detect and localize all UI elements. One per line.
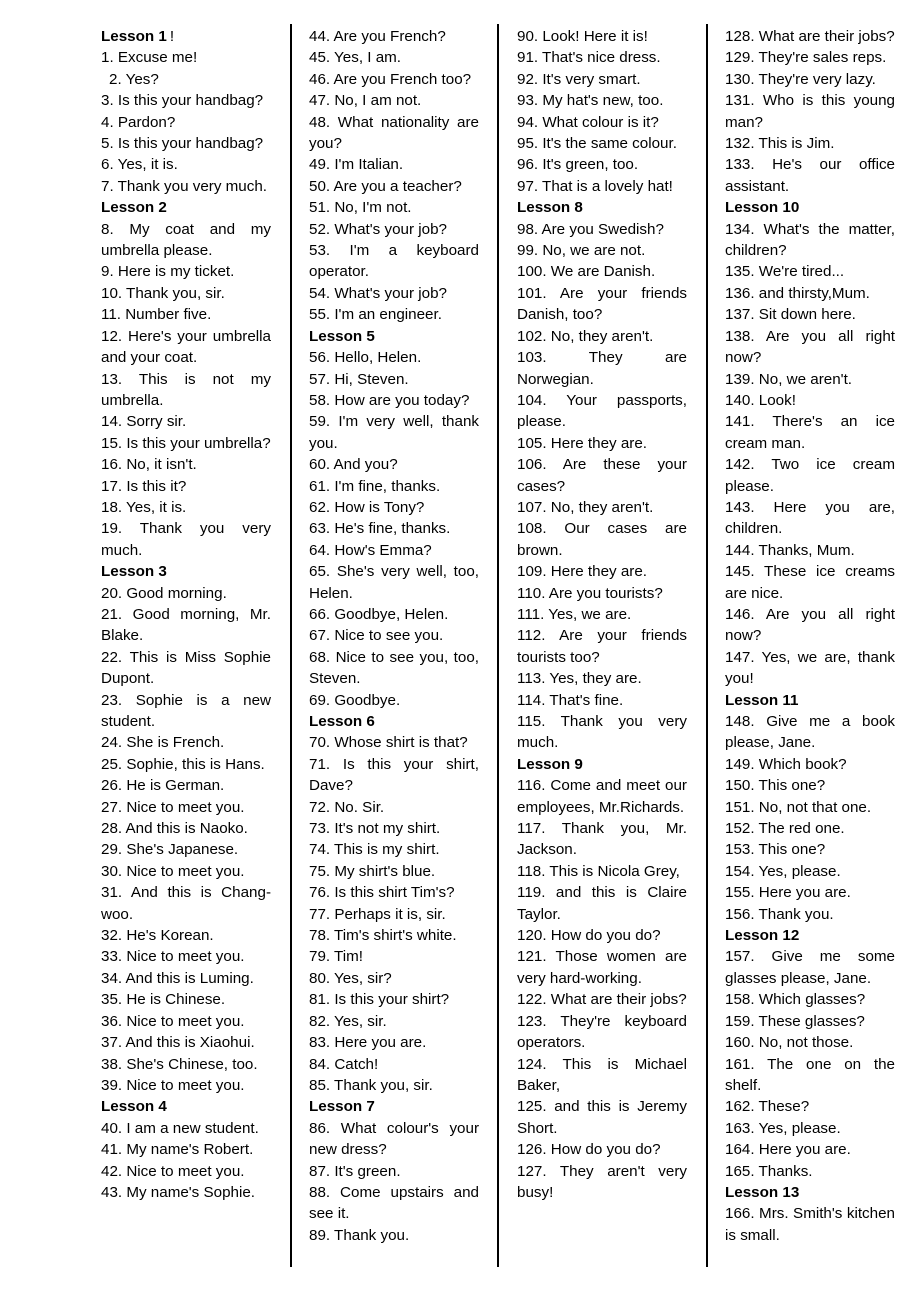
sentence-line: 29. She's Japanese.	[101, 841, 239, 859]
sentence-line: 25. Sophie, this is Hans.	[101, 755, 265, 773]
sentence-line: 82. Yes, sir.	[309, 1012, 387, 1030]
lesson-heading	[725, 690, 895, 711]
lesson-heading	[101, 561, 271, 582]
sentence-line: 26. He is German.	[101, 777, 225, 795]
sentence-line: 17. Is this it?	[101, 477, 187, 495]
sentence-line: 134. What's the matter, children?	[725, 220, 895, 260]
lesson-heading-text: Lesson 9	[517, 755, 583, 773]
sentence-line: 78. Tim's shirt's white.	[309, 927, 457, 945]
sentence-line: 144. Thanks, Mum.	[725, 541, 855, 559]
sentence-line: 156. Thank you.	[725, 905, 834, 923]
sentence-line: 85. Thank you, sir.	[309, 1076, 433, 1094]
sentence-line: 133. He's our office assistant.	[725, 156, 895, 195]
sentence-line: 24. She is French.	[101, 734, 225, 752]
text-column-3	[517, 26, 687, 1203]
sentence-line: 127. They aren't very busy!	[517, 1162, 687, 1201]
sentence-line: 4. Pardon?	[101, 113, 176, 131]
sentence-line: 70. Whose shirt is that?	[309, 734, 468, 752]
sentence-line: 138. Are you all right now?	[725, 327, 895, 367]
sentence-line: 46. Are you French too?	[309, 70, 472, 88]
sentence-line: 107. No, they aren't.	[517, 498, 654, 516]
lesson-heading	[309, 326, 479, 347]
sentence-line: 161. The one on the shelf.	[725, 1055, 895, 1094]
sentence-line: 158. Which glasses?	[725, 991, 866, 1009]
sentence-line: 120. How do you do?	[517, 927, 661, 945]
sentence-line: 93. My hat's new, too.	[517, 92, 664, 110]
sentence-line: 20. Good morning.	[101, 584, 227, 602]
column-divider	[497, 24, 499, 1267]
sentence-line: 45. Yes, I am.	[309, 49, 402, 67]
sentence-line: 100. We are Danish.	[517, 263, 656, 281]
lesson-heading-text: Lesson 7	[309, 1098, 375, 1116]
sentence-line: 115. Thank you very much.	[517, 713, 687, 752]
sentence-line: 33. Nice to meet you.	[101, 948, 245, 966]
sentence-line: 37. And this is Xiaohui.	[101, 1034, 255, 1052]
sentence-line: 122. What are their jobs?	[517, 991, 687, 1009]
sentence-line: 59. I'm very well, thank you.	[309, 413, 479, 452]
sentence-line: 75. My shirt's blue.	[309, 862, 436, 880]
sentence-line: 126. How do you do?	[517, 1141, 661, 1159]
lesson-heading-text: Lesson 1	[101, 28, 167, 45]
sentence-line: 163. Yes, please.	[725, 1119, 841, 1137]
lesson-heading	[517, 754, 687, 775]
sentence-line: 117. Thank you, Mr. Jackson.	[517, 820, 687, 859]
sentence-line: 123. They're keyboard operators.	[517, 1012, 687, 1052]
sentence-line: 49. I'm Italian.	[309, 156, 404, 174]
sentence-line: 83. Here you are.	[309, 1034, 427, 1052]
sentence-line: 63. He's fine, thanks.	[309, 520, 451, 538]
sentence-line: 2. Yes?	[109, 70, 159, 88]
sentence-line: 68. Nice to see you, too, Steven.	[309, 648, 479, 688]
lesson-heading	[517, 197, 687, 218]
column-divider	[706, 24, 708, 1267]
lesson-heading	[101, 1096, 271, 1117]
sentence-line: 152. The red one.	[725, 820, 845, 838]
sentence-line: 35. He is Chinese.	[101, 991, 226, 1009]
sentence-line: 125. and this is Jeremy Short.	[517, 1098, 687, 1137]
sentence-line: 27. Nice to meet you.	[101, 798, 245, 816]
sentence-line: 13. This is not my umbrella.	[101, 370, 271, 409]
lesson-heading-text: Lesson 13	[725, 1183, 800, 1201]
sentence-line: 154. Yes, please.	[725, 862, 841, 880]
sentence-line: 7. Thank you very much.	[101, 177, 268, 195]
lesson-heading-text: Lesson 6	[309, 713, 375, 730]
sentence-line: 50. Are you a teacher?	[309, 177, 462, 195]
sentence-line: 16. No, it isn't.	[101, 456, 197, 474]
sentence-line: 109. Here they are.	[517, 563, 648, 581]
sentence-line: 96. It's green, too.	[517, 156, 639, 174]
sentence-line: 143. Here you are, children.	[725, 498, 895, 538]
lesson-heading	[101, 26, 271, 47]
sentence-line: 99. No, we are not.	[517, 242, 646, 260]
sentence-line: 124. This is Michael Baker,	[517, 1055, 687, 1094]
sentence-line: 23. Sophie is a new student.	[101, 691, 271, 730]
sentence-line: 86. What colour's your new dress?	[309, 1119, 479, 1159]
sentence-line: 67. Nice to see you.	[309, 627, 444, 645]
sentence-line: 142. Two ice cream please.	[725, 456, 895, 495]
sentence-line: 62. How is Tony?	[309, 498, 425, 516]
lesson-heading	[725, 925, 895, 946]
sentence-line: 164. Here you are.	[725, 1141, 851, 1159]
sentence-line: 165. Thanks.	[725, 1162, 813, 1180]
sentence-line: 3. Is this your handbag?	[101, 92, 264, 110]
sentence-line: 118. This is Nicola Grey,	[517, 862, 680, 880]
lesson-heading-text: Lesson 10	[725, 199, 800, 217]
sentence-line: 105. Here they are.	[517, 434, 648, 452]
text-column-2	[309, 26, 479, 1246]
sentence-line: 135. We're tired...	[725, 263, 845, 281]
sentence-line: 157. Give me some glasses please, Jane.	[725, 948, 895, 987]
sentence-line: 44. Are you French?	[309, 28, 446, 45]
sentence-line: 48. What nationality are you?	[309, 113, 479, 153]
sentence-line: 149. Which book?	[725, 755, 847, 773]
sentence-line: 10. Thank you, sir.	[101, 284, 225, 302]
sentence-line: 51. No, I'm not.	[309, 199, 412, 217]
sentence-line: 52. What's your job?	[309, 220, 447, 238]
sentence-line: 114. That's fine.	[517, 691, 624, 709]
sentence-line: 140. Look!	[725, 391, 796, 409]
sentence-line: 65. She's very well, too, Helen.	[309, 563, 479, 602]
sentence-line: 104. Your passports, please.	[517, 391, 687, 431]
sentence-line: 150. This one?	[725, 777, 826, 795]
sentence-line: 166. Mrs. Smith's kitchen is small.	[725, 1205, 895, 1244]
sentence-line: 153. This one?	[725, 841, 826, 859]
sentence-line: 97. That is a lovely hat!	[517, 177, 673, 195]
lesson-heading-text: Lesson 11	[725, 691, 799, 709]
sentence-line: 32. He's Korean.	[101, 927, 214, 945]
lesson-heading	[101, 197, 271, 218]
lesson-heading-mark: !	[169, 28, 175, 45]
sentence-line: 84. Catch!	[309, 1055, 379, 1073]
sentence-line: 8. My coat and my umbrella please.	[101, 220, 271, 260]
sentence-line: 95. It's the same colour.	[517, 135, 677, 153]
sentence-line: 57. Hi, Steven.	[309, 370, 409, 388]
sentence-line: 76. Is this shirt Tim's?	[309, 884, 455, 902]
sentence-line: 87. It's green.	[309, 1162, 401, 1180]
sentence-line: 54. What's your job?	[309, 284, 447, 302]
column-divider	[290, 24, 292, 1267]
lesson-heading-text: Lesson 12	[725, 927, 800, 945]
sentence-line: 91. That's nice dress.	[517, 49, 661, 67]
sentence-line: 159. These glasses?	[725, 1012, 865, 1030]
sentence-line: 14. Sorry sir.	[101, 413, 187, 431]
sentence-line: 19. Thank you very much.	[101, 520, 271, 559]
sentence-line: 141. There's an ice cream man.	[725, 413, 895, 452]
sentence-line: 90. Look! Here it is!	[517, 28, 648, 45]
sentence-line: 148. Give me a book please, Jane.	[725, 713, 895, 752]
sentence-line: 30. Nice to meet you.	[101, 862, 245, 880]
sentence-line: 121. Those women are very hard-working.	[517, 948, 687, 987]
sentence-line: 69. Goodbye.	[309, 691, 401, 709]
sentence-line: 64. How's Emma?	[309, 541, 432, 559]
lesson-heading-text: Lesson 8	[517, 199, 583, 217]
sentence-line: 79. Tim!	[309, 948, 364, 966]
lesson-heading-text: Lesson 5	[309, 327, 375, 345]
sentence-line: 41. My name's Robert.	[101, 1141, 254, 1159]
sentence-line: 119. and this is Claire Taylor.	[517, 884, 687, 923]
lesson-heading	[309, 711, 479, 732]
sentence-line: 98. Are you Swedish?	[517, 220, 664, 238]
sentence-line: 74. This is my shirt.	[309, 841, 440, 859]
sentence-line: 129. They're sales reps.	[725, 49, 887, 67]
sentence-line: 47. No, I am not.	[309, 92, 422, 110]
sentence-line: 160. No, not those.	[725, 1034, 854, 1052]
sentence-line: 101. Are your friends Danish, too?	[517, 284, 687, 324]
sentence-line: 80. Yes, sir?	[309, 969, 392, 987]
sentence-line: 38. She's Chinese, too.	[101, 1055, 258, 1073]
sentence-line: 72. No. Sir.	[309, 798, 385, 816]
sentence-line: 34. And this is Luming.	[101, 969, 254, 987]
sentence-line: 111. Yes, we are.	[517, 605, 632, 623]
sentence-line: 103. They are Norwegian.	[517, 349, 687, 388]
lesson-heading	[309, 1096, 479, 1117]
sentence-line: 88. Come upstairs and see it.	[309, 1183, 479, 1223]
sentence-line: 102. No, they aren't.	[517, 327, 654, 345]
sentence-line: 55. I'm an engineer.	[309, 306, 442, 324]
sentence-line: 136. and thirsty,Mum.	[725, 284, 870, 302]
sentence-line: 113. Yes, they are.	[517, 670, 642, 688]
sentence-line: 94. What colour is it?	[517, 113, 659, 131]
sentence-line: 147. Yes, we are, thank you!	[725, 648, 895, 688]
sentence-line: 39. Nice to meet you.	[101, 1076, 245, 1094]
lesson-heading	[725, 197, 895, 218]
lesson-heading	[725, 1182, 895, 1203]
sentence-line: 40. I am a new student.	[101, 1119, 259, 1137]
sentence-line: 66. Goodbye, Helen.	[309, 605, 449, 623]
sentence-line: 6. Yes, it is.	[101, 156, 178, 174]
lesson-heading-text: Lesson 2	[101, 199, 167, 217]
sentence-line: 131. Who is this young man?	[725, 92, 895, 131]
sentence-line: 81. Is this your shirt?	[309, 991, 450, 1009]
lesson-heading-text: Lesson 3	[101, 563, 167, 581]
sentence-line: 92. It's very smart.	[517, 70, 641, 88]
sentence-line: 89. Thank you.	[309, 1226, 410, 1244]
sentence-line: 77. Perhaps it is, sir.	[309, 905, 446, 923]
sentence-line: 12. Here's your umbrella and your coat.	[101, 327, 271, 367]
sentence-line: 21. Good morning, Mr. Blake.	[101, 605, 271, 645]
sentence-line: 137. Sit down here.	[725, 306, 856, 324]
sentence-line: 145. These ice creams are nice.	[725, 563, 895, 602]
sentence-line: 43. My name's Sophie.	[101, 1183, 256, 1201]
sentence-line: 1. Excuse me!	[101, 49, 198, 67]
sentence-line: 36. Nice to meet you.	[101, 1012, 245, 1030]
sentence-line: 11. Number five.	[101, 306, 212, 324]
sentence-line: 106. Are these your cases?	[517, 456, 687, 495]
sentence-line: 58. How are you today?	[309, 391, 470, 409]
sentence-line: 5. Is this your handbag?	[101, 135, 264, 153]
sentence-line: 56. Hello, Helen.	[309, 349, 422, 367]
sentence-line: 73. It's not my shirt.	[309, 820, 441, 838]
sentence-line: 116. Come and meet our employees, Mr.Richards.	[517, 777, 687, 816]
lesson-heading-text: Lesson 4	[101, 1098, 167, 1116]
sentence-line: 71. Is this your shirt, Dave?	[309, 755, 479, 795]
sentence-line: 60. And you?	[309, 456, 398, 474]
sentence-line: 132. This is Jim.	[725, 135, 835, 153]
sentence-line: 61. I'm fine, thanks.	[309, 477, 441, 495]
sentence-line: 31. And this is Chang-woo.	[101, 884, 271, 923]
sentence-line: 28. And this is Naoko.	[101, 820, 248, 838]
sentence-line: 112. Are your friends tourists too?	[517, 627, 687, 666]
sentence-line: 108. Our cases are brown.	[517, 520, 687, 559]
sentence-line: 18. Yes, it is.	[101, 498, 187, 516]
sentence-line: 110. Are you tourists?	[517, 584, 663, 602]
sentence-line: 155. Here you are.	[725, 884, 851, 902]
sentence-line: 42. Nice to meet you.	[101, 1162, 245, 1180]
sentence-line: 53. I'm a keyboard operator.	[309, 242, 479, 281]
sentence-line: 151. No, not that one.	[725, 798, 872, 816]
sentence-line: 139. No, we aren't.	[725, 370, 853, 388]
sentence-line: 15. Is this your umbrella?	[101, 434, 271, 452]
sentence-line: 22. This is Miss Sophie Dupont.	[101, 648, 271, 688]
sentence-line: 9. Here is my ticket.	[101, 263, 235, 281]
text-column-4	[725, 26, 895, 1246]
sentence-line: 130. They're very lazy.	[725, 70, 876, 88]
sentence-line: 146. Are you all right now?	[725, 605, 895, 645]
text-column-1	[101, 26, 271, 1203]
sentence-line: 128. What are their jobs?	[725, 28, 895, 45]
sentence-line: 162. These?	[725, 1098, 810, 1116]
